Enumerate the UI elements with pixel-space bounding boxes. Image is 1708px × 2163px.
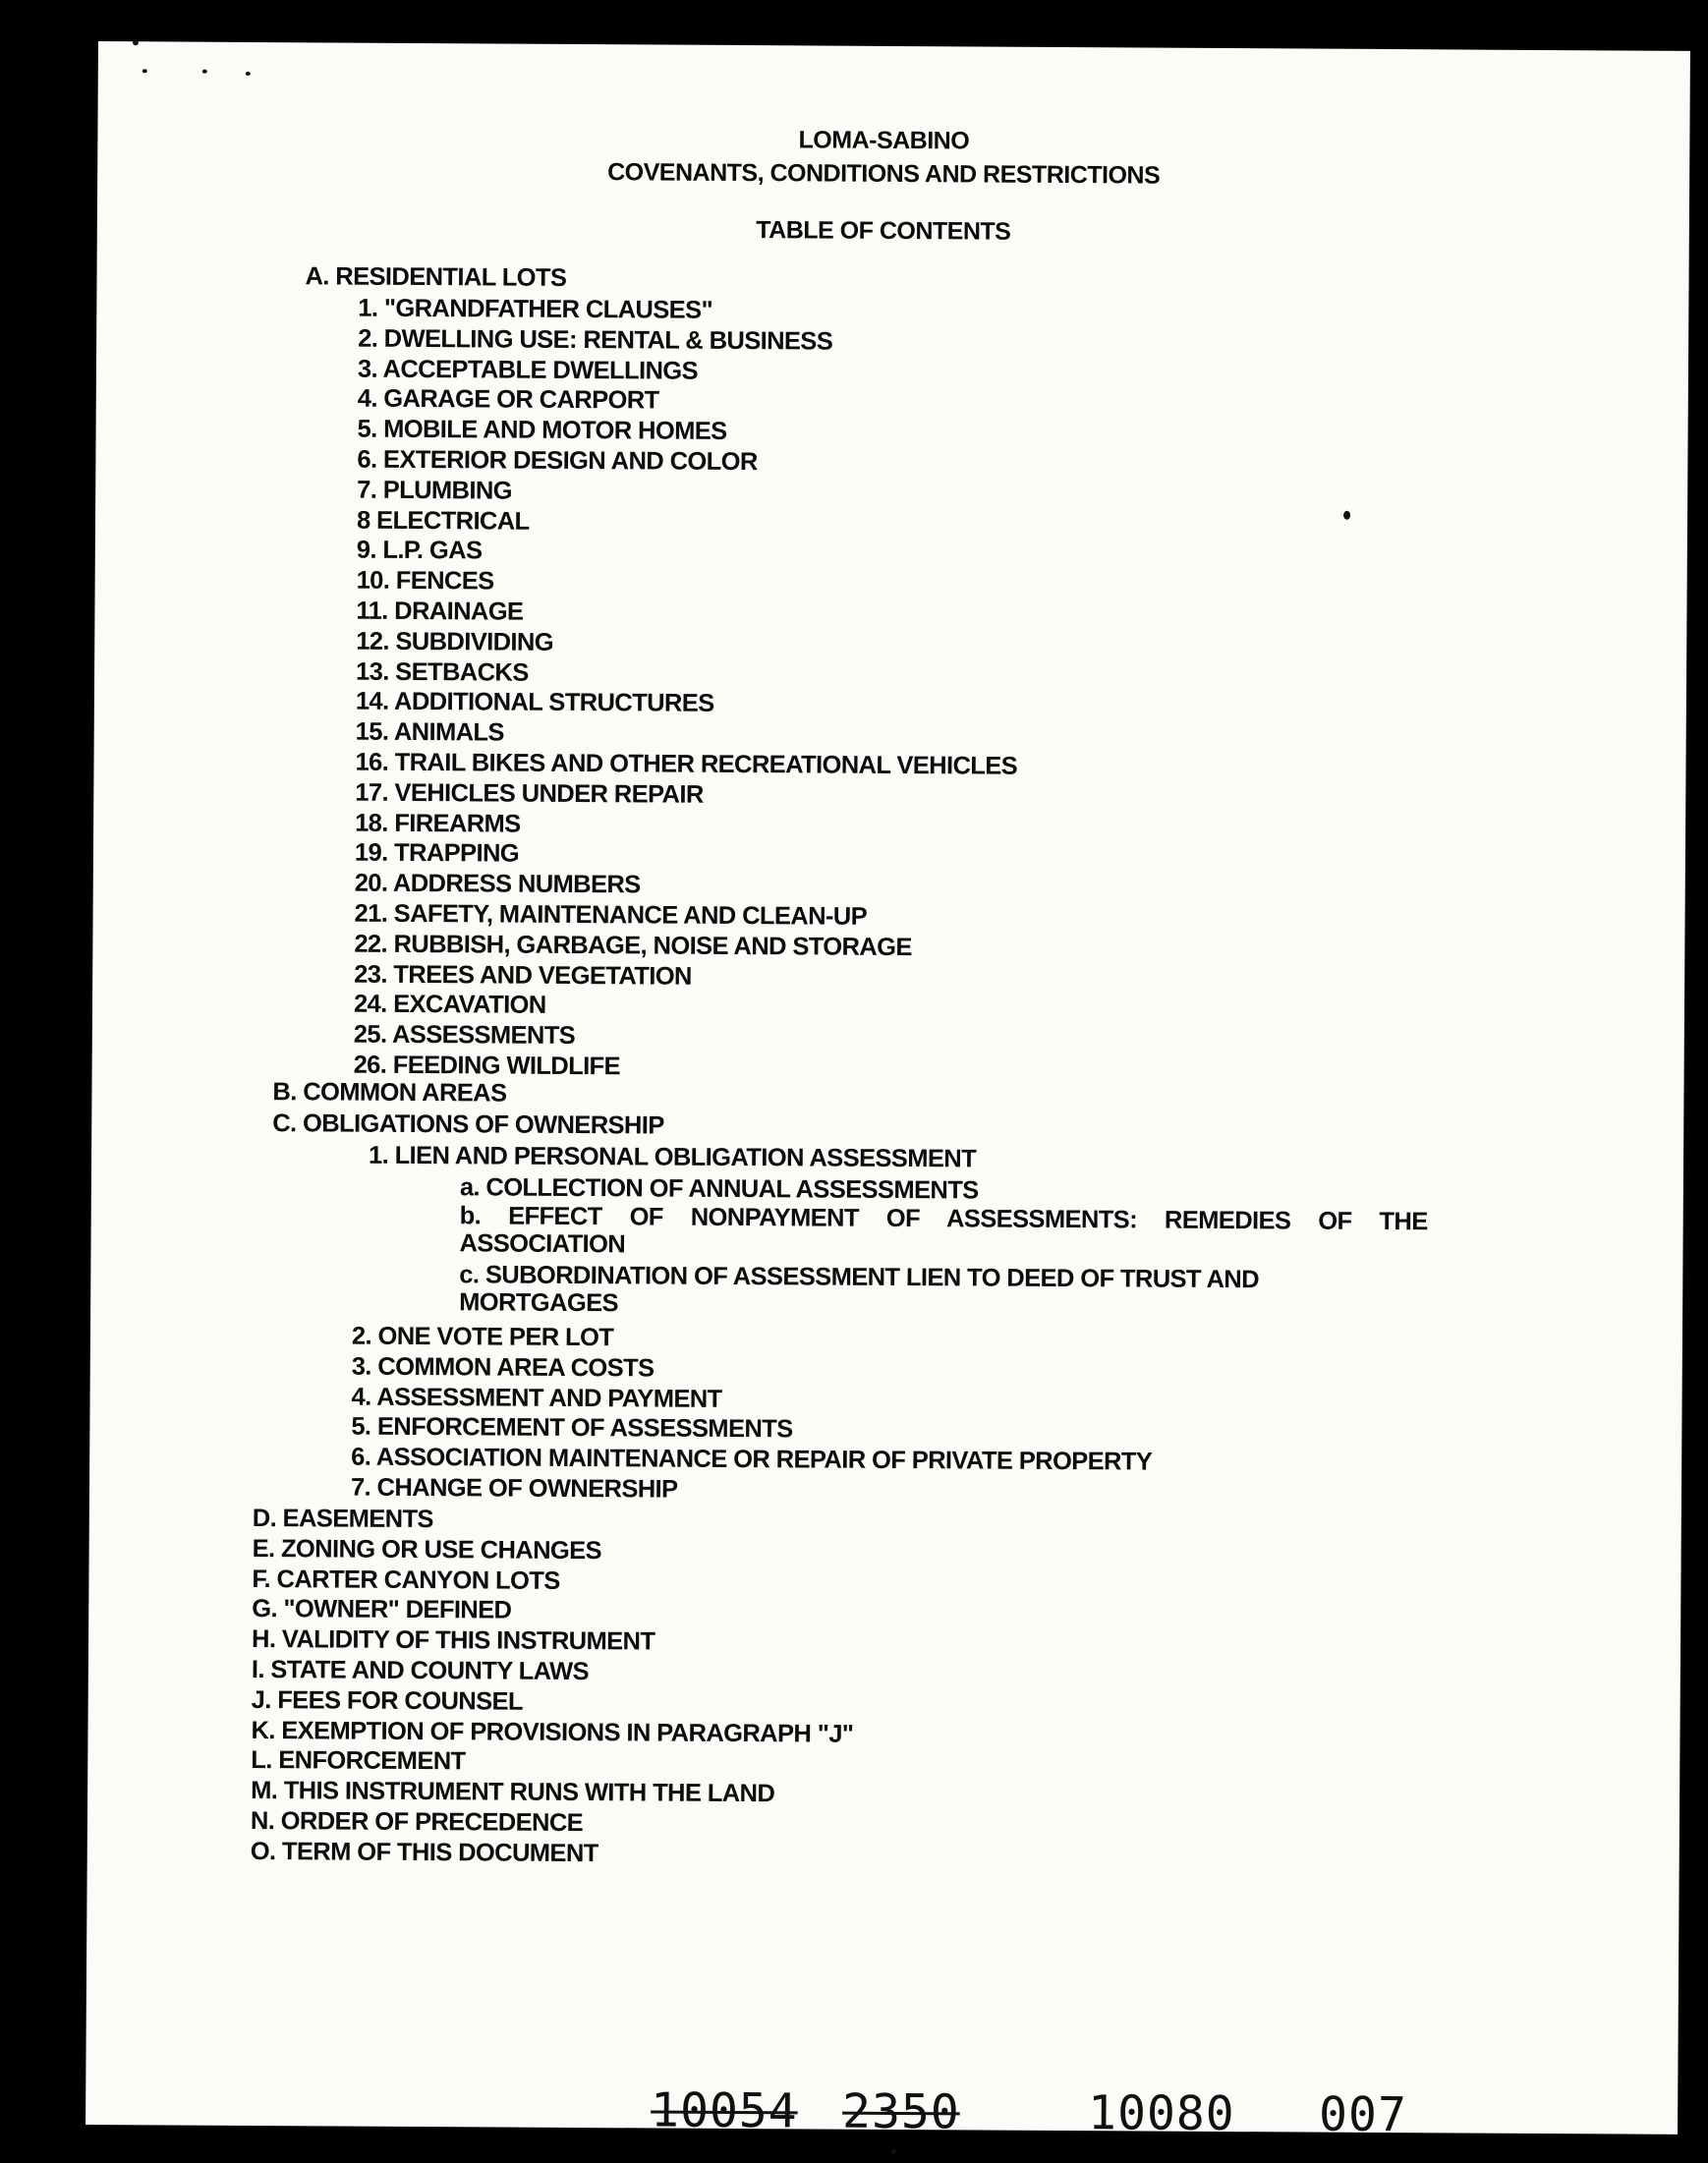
toc-item: 24. EXCAVATION <box>353 990 546 1020</box>
toc-section: L. ENFORCEMENT <box>251 1746 466 1776</box>
toc-section-b: B. COMMON AREAS <box>272 1078 507 1108</box>
toc-item: 20. ADDRESS NUMBERS <box>354 869 641 899</box>
scan-speck <box>133 39 139 45</box>
document-number: 10080 <box>1087 2085 1235 2142</box>
toc-section: O. TERM OF THIS DOCUMENT <box>250 1837 598 1867</box>
toc-item: 4. GARAGE OR CARPORT <box>357 385 659 415</box>
toc-section: N. ORDER OF PRECEDENCE <box>250 1806 584 1838</box>
table-of-contents <box>97 260 1670 1867</box>
struck-number-1: 10054 <box>650 2082 798 2139</box>
toc-item: 18. FIREARMS <box>355 809 521 838</box>
toc-item: 3. ACCEPTABLE DWELLINGS <box>357 355 699 385</box>
toc-item: 12. SUBDIVIDING <box>356 627 554 656</box>
scan-speck <box>142 69 147 73</box>
scan-speck <box>891 2149 896 2154</box>
toc-item: 11. DRAINAGE <box>356 597 524 626</box>
toc-item: 16. TRAIL BIKES AND OTHER RECREATIONAL VEHICLES <box>355 748 1018 780</box>
scan-speck <box>1343 511 1350 520</box>
document-page <box>85 41 1690 2143</box>
toc-item-c1: 1. LIEN AND PERSONAL OBLIGATION ASSESSMENT <box>368 1141 977 1173</box>
toc-item: 5. MOBILE AND MOTOR HOMES <box>357 415 727 446</box>
toc-item: 25. ASSESSMENTS <box>353 1020 576 1051</box>
toc-item: 10. FENCES <box>356 566 494 596</box>
toc-item: 7. PLUMBING <box>357 476 513 505</box>
toc-item: 6. EXTERIOR DESIGN AND COLOR <box>357 445 758 477</box>
toc-subitem-b: b. EFFECT OF NONPAYMENT OF ASSESSMENTS: REMEDIES OF THE ASSOCIATION <box>459 1202 1428 1259</box>
struck-number-2: 2350 <box>841 2083 960 2140</box>
toc-subitem-a: a. COLLECTION OF ANNUAL ASSESSMENTS <box>459 1173 979 1205</box>
toc-item: 4. ASSESSMENT AND PAYMENT <box>351 1383 722 1413</box>
toc-item: 8 ELECTRICAL <box>356 506 530 536</box>
page-number: 007 <box>1318 2086 1408 2143</box>
toc-item: 1. "GRANDFATHER CLAUSES" <box>358 294 713 324</box>
document-title: LOMA-SABINO <box>798 126 970 155</box>
toc-section: F. CARTER CANYON LOTS <box>252 1565 560 1595</box>
toc-item: 9. L.P. GAS <box>356 537 483 565</box>
toc-item: 14. ADDITIONAL STRUCTURES <box>355 688 714 718</box>
toc-section: G. "OWNER" DEFINED <box>252 1595 512 1624</box>
toc-section: J. FEES FOR COUNSEL <box>251 1685 524 1716</box>
toc-section: M. THIS INSTRUMENT RUNS WITH THE LAND <box>251 1777 775 1808</box>
toc-heading: TABLE OF CONTENTS <box>756 216 1011 246</box>
toc-section: H. VALIDITY OF THIS INSTRUMENT <box>251 1625 655 1656</box>
toc-item: 2. DWELLING USE: RENTAL & BUSINESS <box>358 324 833 356</box>
scan-speck <box>246 72 251 76</box>
toc-item: 26. FEEDING WILDLIFE <box>353 1051 621 1081</box>
toc-item: 13. SETBACKS <box>356 657 529 687</box>
toc-section: D. EASEMENTS <box>252 1504 433 1534</box>
toc-item: 19. TRAPPING <box>354 839 520 869</box>
toc-item: 3. COMMON AREA COSTS <box>351 1352 655 1383</box>
toc-section-c: C. OBLIGATIONS OF OWNERSHIP <box>272 1110 664 1140</box>
toc-item: 5. ENFORCEMENT OF ASSESSMENTS <box>351 1412 793 1444</box>
toc-item: 17. VEHICLES UNDER REPAIR <box>355 778 704 809</box>
toc-subitem-c: c. SUBORDINATION OF ASSESSMENT LIEN TO DEED OF TRUST AND MORTGAGES <box>459 1261 1260 1318</box>
toc-item: 21. SAFETY, MAINTENANCE AND CLEAN-UP <box>354 899 868 931</box>
toc-item: 6. ASSOCIATION MAINTENANCE OR REPAIR OF PRIVATE PROPERTY <box>351 1443 1153 1476</box>
toc-section-a: A. RESIDENTIAL LOTS <box>305 262 567 292</box>
toc-section: I. STATE AND COUNTY LAWS <box>251 1655 590 1686</box>
toc-section: E. ZONING OR USE CHANGES <box>252 1534 602 1565</box>
document-subtitle: COVENANTS, CONDITIONS AND RESTRICTIONS <box>607 158 1161 190</box>
toc-item: 2. ONE VOTE PER LOT <box>351 1322 614 1352</box>
toc-item: 7. CHANGE OF OWNERSHIP <box>350 1473 678 1504</box>
toc-item: 22. RUBBISH, GARBAGE, NOISE AND STORAGE <box>354 930 912 961</box>
scan-speck <box>202 70 207 74</box>
toc-item: 23. TREES AND VEGETATION <box>354 960 692 991</box>
toc-item: 15. ANIMALS <box>355 717 504 747</box>
toc-section: K. EXEMPTION OF PROVISIONS IN PARAGRAPH "J" <box>251 1716 854 1748</box>
